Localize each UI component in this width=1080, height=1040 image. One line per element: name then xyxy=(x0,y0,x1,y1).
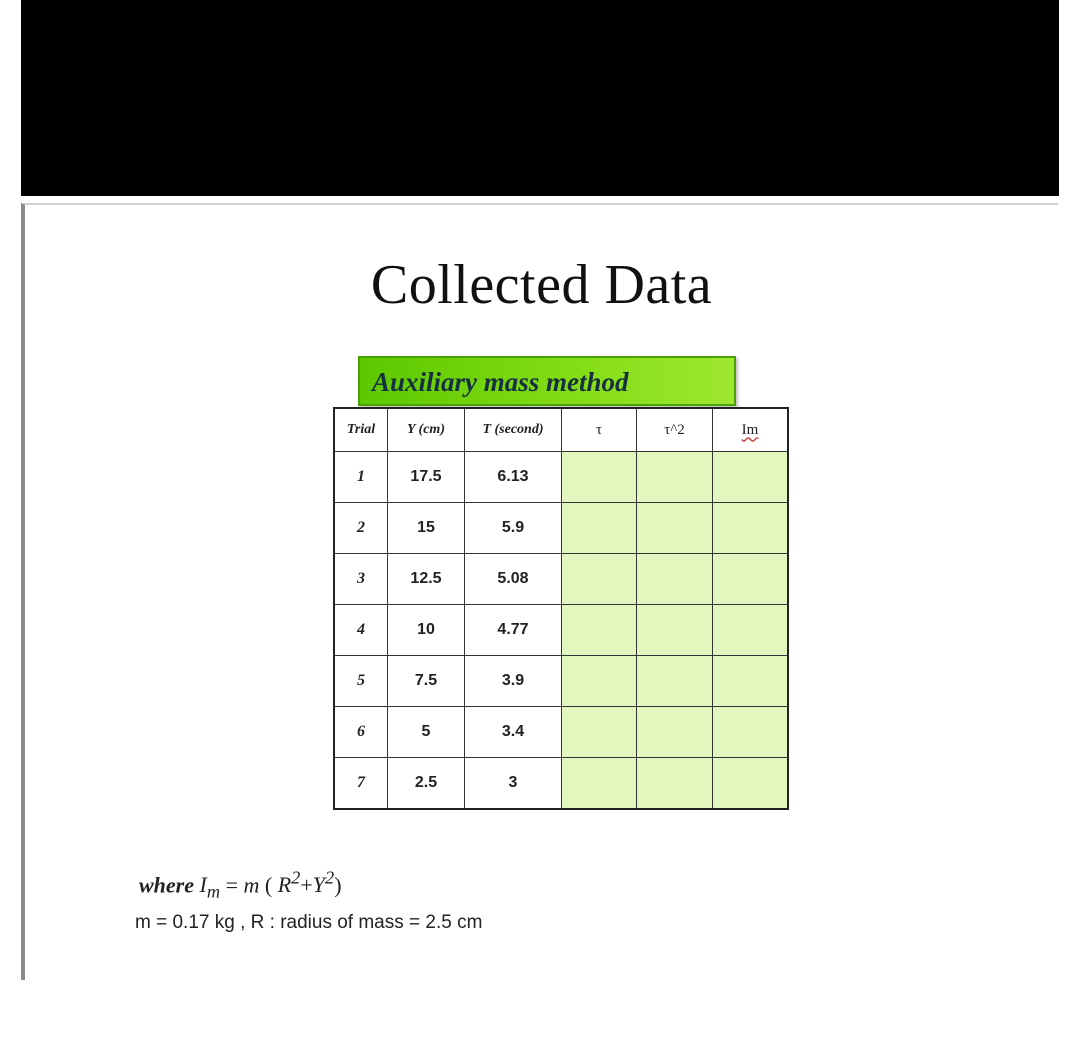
table-row xyxy=(334,656,788,707)
table-row xyxy=(334,452,788,503)
header-tau: τ xyxy=(562,408,637,452)
method-banner-label: Auxiliary mass method xyxy=(372,367,629,397)
im-cell xyxy=(713,758,789,810)
trial-cell: 6 xyxy=(334,707,388,758)
im-cell xyxy=(713,656,789,707)
constants-note: m = 0.17 kg , R : radius of mass = 2.5 cm xyxy=(135,912,483,933)
y-cell: 10 xyxy=(388,605,465,656)
trial-cell: 4 xyxy=(334,605,388,656)
tau-squared-cell xyxy=(637,554,713,605)
data-table xyxy=(333,407,789,810)
trial-cell: 5 xyxy=(334,656,388,707)
header-im xyxy=(713,408,789,452)
im-cell xyxy=(713,452,789,503)
top-black-bar xyxy=(21,0,1059,196)
tau-squared-cell xyxy=(637,758,713,810)
t-cell: 4.77 xyxy=(465,605,562,656)
table-row xyxy=(334,605,788,656)
y-cell: 15 xyxy=(388,503,465,554)
tau-squared-cell xyxy=(637,503,713,554)
table-row xyxy=(334,707,788,758)
formula-lhs: $I_m$ xyxy=(199,872,221,902)
y-cell: 5 xyxy=(388,707,465,758)
trial-cell: 3 xyxy=(334,554,388,605)
tau-cell xyxy=(562,656,637,707)
t-cell: 3.4 xyxy=(465,707,562,758)
slide-title: Collected Data xyxy=(370,254,713,316)
tau-cell xyxy=(562,605,637,656)
y-cell: 12.5 xyxy=(388,554,465,605)
formula-r: $R^2$ xyxy=(277,868,301,898)
im-cell xyxy=(713,503,789,554)
t-cell: 3 xyxy=(465,758,562,810)
t-cell: 6.13 xyxy=(465,452,562,503)
tau-cell xyxy=(562,452,637,503)
header-t: T (second) xyxy=(465,408,562,452)
y-cell: 2.5 xyxy=(388,758,465,810)
t-cell: 5.08 xyxy=(465,554,562,605)
tau-cell xyxy=(562,554,637,605)
header-im-label: Im xyxy=(741,421,759,438)
table-row xyxy=(334,758,788,810)
tau-squared-cell xyxy=(637,605,713,656)
table-row xyxy=(334,554,788,605)
im-cell xyxy=(713,707,789,758)
tau-cell xyxy=(562,707,637,758)
table-row xyxy=(334,503,788,554)
t-cell: 3.9 xyxy=(465,656,562,707)
trial-cell: 2 xyxy=(334,503,388,554)
im-cell xyxy=(713,554,789,605)
formula-where: where xyxy=(139,872,194,898)
header-tau-squared: τ^2 xyxy=(637,408,713,452)
trial-cell: 7 xyxy=(334,758,388,810)
y-cell: 7.5 xyxy=(388,656,465,707)
t-cell: 5.9 xyxy=(465,503,562,554)
formula: where $I_m = m$ ( $R^2+Y^2$) xyxy=(139,868,342,902)
tau-squared-cell xyxy=(637,707,713,758)
table-header-row xyxy=(334,408,788,452)
slide xyxy=(21,203,1058,980)
header-trial: Trial xyxy=(334,408,388,452)
im-cell xyxy=(713,605,789,656)
tau-cell xyxy=(562,503,637,554)
tau-cell xyxy=(562,758,637,810)
method-banner xyxy=(358,356,736,406)
tau-squared-cell xyxy=(637,656,713,707)
y-cell: 17.5 xyxy=(388,452,465,503)
tau-squared-cell xyxy=(637,452,713,503)
formula-y: $Y^2$ xyxy=(312,868,335,898)
header-y: Y (cm) xyxy=(388,408,465,452)
trial-cell: 1 xyxy=(334,452,388,503)
